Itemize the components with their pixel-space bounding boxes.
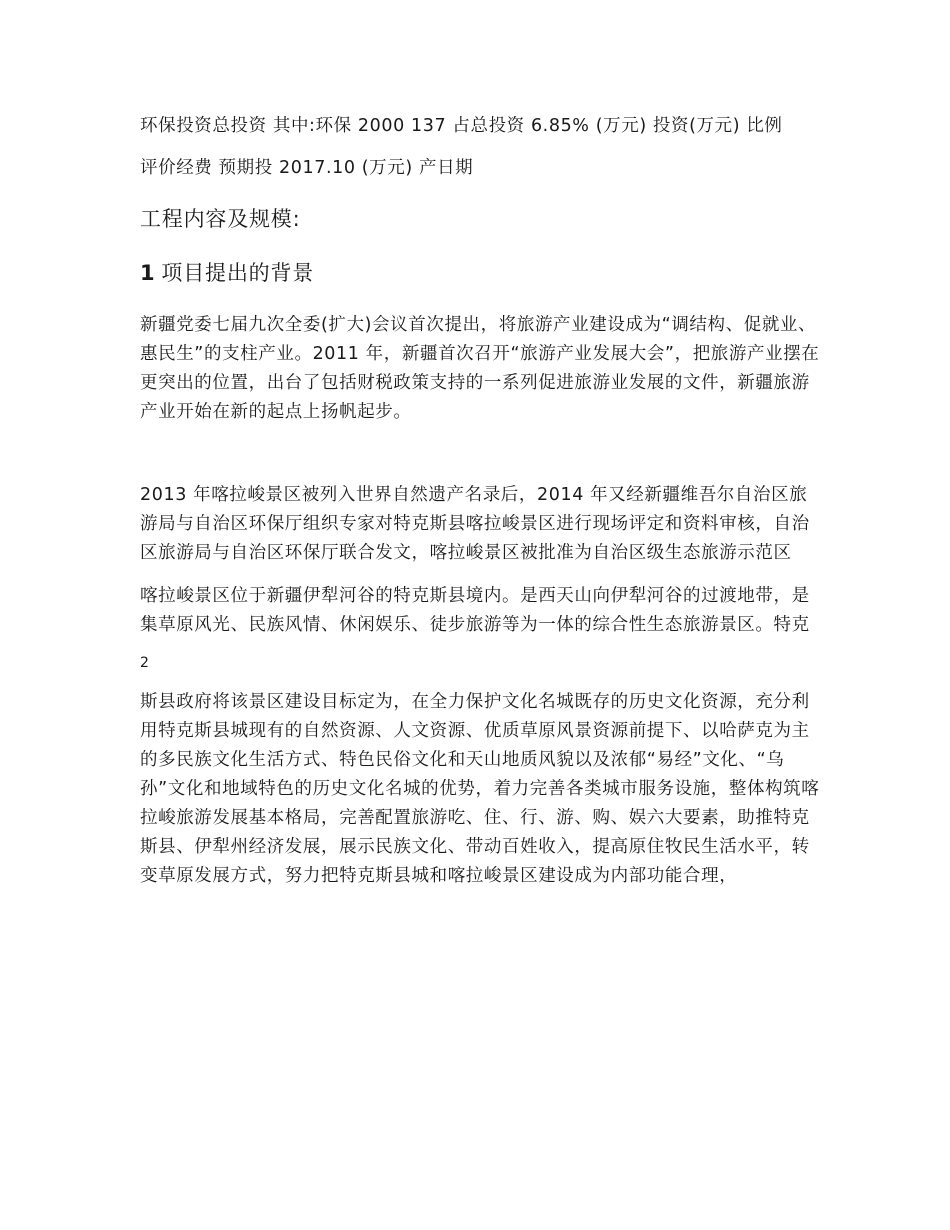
schedule-line: 评价经费 预期投 2017.10 (万元) 产日期: [140, 158, 474, 178]
background-heading-title: 项目提出的背景: [161, 261, 315, 285]
page-number: 2: [140, 655, 149, 671]
background-heading-number: 1: [140, 261, 156, 285]
paragraph-development-goal: 斯县政府将该景区建设目标定为，在全力保护文化名城既存的历史文化资源，充分利用特克斯县城现有的自然资源、人文资源、优质草原风景资源前提下、以哈萨克为主的多民族文化生活方式、特色民俗文化和天山地质风貌以及浓郁“易经”文化、“乌孙”文化和地域特色的历史文化名城的优势，着力完善各类城市服务设施，整体构筑喀拉峻旅游发展基本格局，完善配置旅游吃、住、行、游、购、娱六大要素，助推特克斯县、伊犁州经济发展，展示民族文化、带动百姓收入，提高原住牧民生活水平，转变草原发展方式，努力把特克斯县城和喀拉峻景区建设成为内部功能合理，: [140, 692, 820, 886]
document-page: [140, 112, 820, 891]
paragraph-location: 喀拉峻景区位于新疆伊犁河谷的特克斯县境内。是西天山向伊犁河谷的过渡地带，是集草原风光、民族风情、休闲娱乐、徒步旅游等为一体的综合性生态旅游景区。特克: [140, 586, 810, 635]
background-heading: [140, 257, 820, 289]
investment-line: 环保投资总投资 其中:环保 2000 137 占总投资 6.85% (万元) 投资(万元) 比例: [140, 116, 783, 136]
project-scope-heading: 工程内容及规模:: [140, 207, 301, 231]
paragraph-world-heritage: 2013 年喀拉峻景区被列入世界自然遗产名录后，2014 年又经新疆维吾尔自治区旅游局与自治区环保厅组织专家对特克斯县喀拉峻景区进行现场评定和资料审核，自治区旅游局与自治区环保厅联合发文，喀拉峻景区被批准为自治区级生态旅游示范区: [140, 485, 810, 563]
paragraph-tourism-policy: 新疆党委七届九次全委(扩大)会议首次提出，将旅游产业建设成为“调结构、促就业、惠民生”的支柱产业。2011 年，新疆首次召开“旅游产业发展大会”，把旅游产业摆在更突出的位置，出台了包括财税政策支持的一系列促进旅游业发展的文件，新疆旅游产业开始在新的起点上扬帆起步。: [140, 315, 820, 422]
